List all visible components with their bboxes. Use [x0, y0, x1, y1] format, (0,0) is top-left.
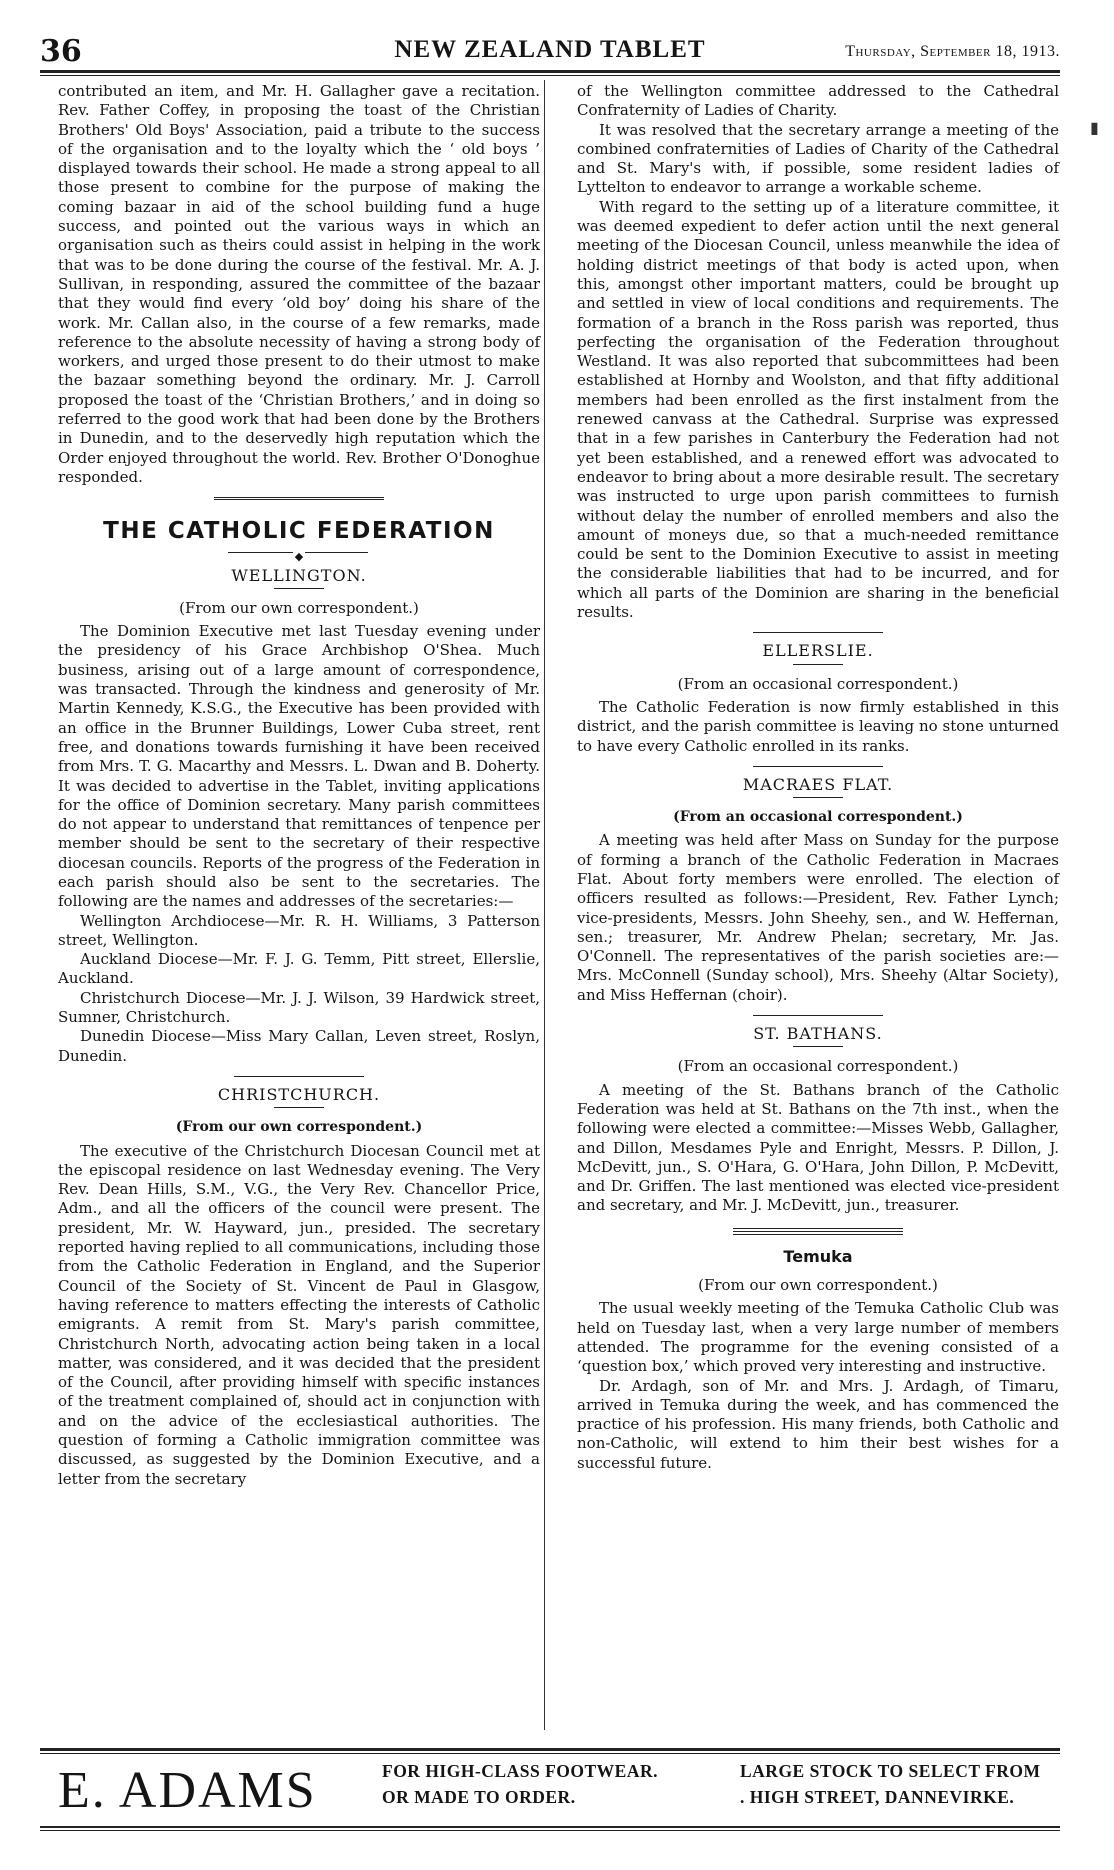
temuka-correspondent: (From our own correspondent.)	[698, 1276, 938, 1295]
temuka-paragraph-1: The usual weekly meeting of the Temuka Catholic Club was held on Tuesday last, when a very large number of members attended. The programme for the evening consisted of a ‘question box,’ which proved very interesting and instructive.	[577, 1299, 1059, 1376]
advertiser-name: E. ADAMS	[58, 1762, 317, 1819]
section-divider	[214, 497, 384, 500]
diamond-icon: ◆	[294, 549, 304, 563]
christchurch-continued-2: It was resolved that the secretary arrange a meeting of the combined confraternities of Ladies of Charity of the Cathedral and St. Mary's with, if possible, some resident ladies of Lyttelton to endeavor to arrange a workable scheme.	[577, 120, 1059, 197]
christchurch-heading: CHRISTCHURCH.	[217, 1084, 381, 1104]
right-column	[577, 82, 1059, 1473]
advertisement-rule	[40, 1748, 1060, 1751]
christchurch-correspondent: (From our own correspondent.)	[175, 1119, 423, 1136]
st-bathans-paragraph: A meeting of the St. Bathans branch of the Catholic Federation was held at St. Bathans on the 7th inst., when the following were elected a committee:—Misses Webb, Gallagher, and Dillon, Mesdames Pyle and Enright, Messrs. P. Dillon, J. McDevitt, jun., S. O'Hara, G. O'Hara, John Dillon, P. McDevitt, and Dr. Griffen. The last mentioned was elected vice-president and secretary, and Mr. J. McDevitt, jun., treasurer.	[577, 1080, 1059, 1215]
margin-mark: ▮	[1090, 118, 1099, 137]
christchurch-continued-3: With regard to the setting up of a literature committee, it was deemed expedient to defer action until the next general meeting of the Diocesan Council, unless meanwhile the idea of holding district meetings of that body is acted upon, when this, amongst other important matters, could be brought up and settled in view of local conditions and requirements. The formation of a branch in the Ross parish was reported, thus perfecting the organisation of the Federation throughout Westland. It was also reported that subcommittees had been established at Hornby and Woolston, and that fifty additional members had been enrolled as the first instalment from the renewed canvass at the Cathedral. Surprise was expressed that in a few parishes in Canterbury the Federation had not yet been established, and a renewed effort was advocated to endeavor to bring about a more desirable result. The secretary was instructed to urge upon parish committees to furnish without delay the number of enrolled members and also the amount of moneys due, so that a much-needed remittance could be sent to the Dominion Executive to assist in meeting the considerable liabilities that had to be incurred, and for which all parts of the Dominion are sharing in the beneficial results.	[577, 197, 1059, 622]
ellerslie-correspondent: (From an occasional correspondent.)	[677, 674, 959, 693]
temuka-heading: Temuka	[783, 1246, 853, 1266]
address-christchurch: Christchurch Diocese—Mr. J. J. Wilson, 39 Hardwick street, Sumner, Christchurch.	[58, 988, 540, 1027]
federation-heading: THE CATHOLIC FEDERATION	[103, 518, 495, 545]
heading-underline	[274, 588, 324, 589]
section-divider-thick	[733, 1228, 903, 1235]
masthead-rule	[40, 70, 1060, 73]
left-column	[58, 82, 540, 1489]
masthead	[40, 30, 1060, 70]
column-divider	[544, 80, 545, 1730]
advertisement-line-1a: FOR HIGH-CLASS FOOTWEAR.	[382, 1761, 658, 1781]
macraes-correspondent: (From an occasional correspondent.)	[673, 809, 963, 826]
diamond-rule	[58, 546, 540, 563]
section-divider	[753, 1015, 883, 1016]
wellington-paragraph: The Dominion Executive met last Tuesday evening under the presidency of his Grace Archbishop O'Shea. Much business, arising out of a large amount of correspondence, was transacted. Through the kindness and generosity of Mr. Martin Kennedy, K.S.G., the Executive has been provided with an office in the Brunner Buildings, Lower Cuba street, rent free, and donations towards furnishing it have been received from Mrs. T. G. Macarthy and Messrs. L. Dwan and B. Doherty. It was decided to advertise in the Tablet, inviting applications for the office of Dominion secretary. Many parish committees do not appear to understand that remittances of tenpence per member should be sent to the secretary of their respective diocesan councils. Reports of the progress of the Federation in each parish should also be sent to the secretaries. The following are the names and addresses of the secretaries:—	[58, 622, 540, 911]
address-auckland: Auckland Diocese—Mr. F. J. G. Temm, Pitt street, Ellerslie, Auckland.	[58, 950, 540, 988]
temuka-paragraph-2: Dr. Ardagh, son of Mr. and Mrs. J. Ardagh, of Timaru, arrived in Temuka during the week, and has commenced the practice of his profession. His many friends, both Catholic and non-Catholic, will extend to him their best wishes for a successful future.	[577, 1376, 1059, 1472]
heading-underline	[793, 1046, 843, 1047]
section-divider	[234, 1076, 364, 1077]
macraes-heading: MACRAES FLAT.	[742, 774, 894, 794]
heading-underline	[793, 797, 843, 798]
issue-date: Thursday, September 18, 1913.	[845, 43, 1060, 60]
advertisement-line-2b: . HIGH STREET, DANNEVIRKE.	[740, 1787, 1015, 1807]
ellerslie-paragraph: The Catholic Federation is now firmly established in this district, and the parish committee is leaving no stone unturned to have every Catholic enrolled in its ranks.	[577, 697, 1059, 755]
advertisement-rule-thin	[40, 1753, 1060, 1754]
opening-paragraph: contributed an item, and Mr. H. Gallagher gave a recitation. Rev. Father Coffey, in proposing the toast of the Christian Brothers' Old Boys' Association, paid a tribute to the success of the organisation and to the loyalty which the ‘ old boys ’ displayed towards their school. He made a strong appeal to all those present to combine for the purpose of making the coming bazaar in aid of the school building fund a huge success, and pointed out the various ways in which an organisation such as theirs could assist in helping in the work that was to be done during the course of the festival. Mr. A. J. Sullivan, in responding, assured the committee of the bazaar that they would find every ‘old boy’ doing his share of the work. Mr. Callan also, in the course of a few remarks, made reference to the absolute necessity of having a strong body of workers, and urged those present to do their utmost to make the bazaar something beyond the ordinary. Mr. J. Carroll proposed the toast of the ‘Christian Brothers,’ and in doing so referred to the good work that had been done by the Brothers in Dunedin, and to the deservedly high reputation which the Order enjoyed throughout the world. Rev. Brother O'Donoghue responded.	[58, 82, 540, 486]
page-number: 36	[40, 34, 82, 69]
advertisement-bottom-rule	[40, 1826, 1060, 1828]
section-divider	[753, 632, 883, 633]
advertisement-line-1b: LARGE STOCK TO SELECT FROM	[740, 1761, 1041, 1781]
christchurch-paragraph: The executive of the Christchurch Diocesan Council met at the episcopal residence on last Wednesday evening. The Very Rev. Dean Hills, S.M., V.G., the Very Rev. Chancellor Price, Adm., and all the officers of the council were present. The president, Mr. W. Hayward, jun., presided. The secretary reported having replied to all communications, including those from the Catholic Federation in England, and the Superior Council of the Society of St. Vincent de Paul in Glasgow, having reference to matters effecting the interests of Catholic emigrants. A remit from St. Mary's parish committee, Christchurch North, advocating action being taken in a local matter, was considered, and it was decided that the president of the Council, after providing himself with specific instances of the treatment complained of, should act in conjunction with and on the advice of the ecclesiastical authorities. The question of forming a Catholic immigration committee was discussed, as suggested by the Dominion Executive, and a letter from the secretary	[58, 1141, 540, 1488]
paper-title: NEW ZEALAND TABLET	[394, 36, 706, 63]
christchurch-continued-1: of the Wellington committee addressed to the Cathedral Confraternity of Ladies of Charity.	[577, 82, 1059, 120]
address-dunedin: Dunedin Diocese—Miss Mary Callan, Leven street, Roslyn, Dunedin.	[58, 1027, 540, 1065]
heading-underline	[793, 664, 843, 665]
advertisement-bottom-rule-thin	[40, 1830, 1060, 1831]
st-bathans-heading: ST. BATHANS.	[753, 1024, 883, 1044]
advertisement-line-2a: OR MADE TO ORDER.	[382, 1787, 576, 1807]
st-bathans-correspondent: (From an occasional correspondent.)	[677, 1057, 959, 1076]
macraes-paragraph: A meeting was held after Mass on Sunday for the purpose of forming a branch of the Catholic Federation in Macraes Flat. About forty members were enrolled. The election of officers resulted as follows:—President, Rev. Father Lynch; vice-presidents, Messrs. John Sheehy, sen., and W. Heffernan, sen.; treasurer, Mr. Andrew Phelan; secretary, Mr. Jas. O'Connell. The representatives of the parish societies are:—Mrs. McConnell (Sunday school), Mrs. Sheehy (Altar Society), and Miss Heffernan (choir).	[577, 831, 1059, 1004]
section-divider	[753, 766, 883, 767]
wellington-heading: WELLINGTON.	[231, 565, 367, 585]
wellington-correspondent: (From our own correspondent.)	[179, 598, 419, 617]
masthead-rule-thin	[40, 75, 1060, 76]
ellerslie-heading: ELLERSLIE.	[762, 641, 874, 661]
advertisement	[40, 1755, 1060, 1825]
heading-underline	[274, 1107, 324, 1108]
address-wellington: Wellington Archdiocese—Mr. R. H. Williams, 3 Patterson street, Wellington.	[58, 911, 540, 949]
